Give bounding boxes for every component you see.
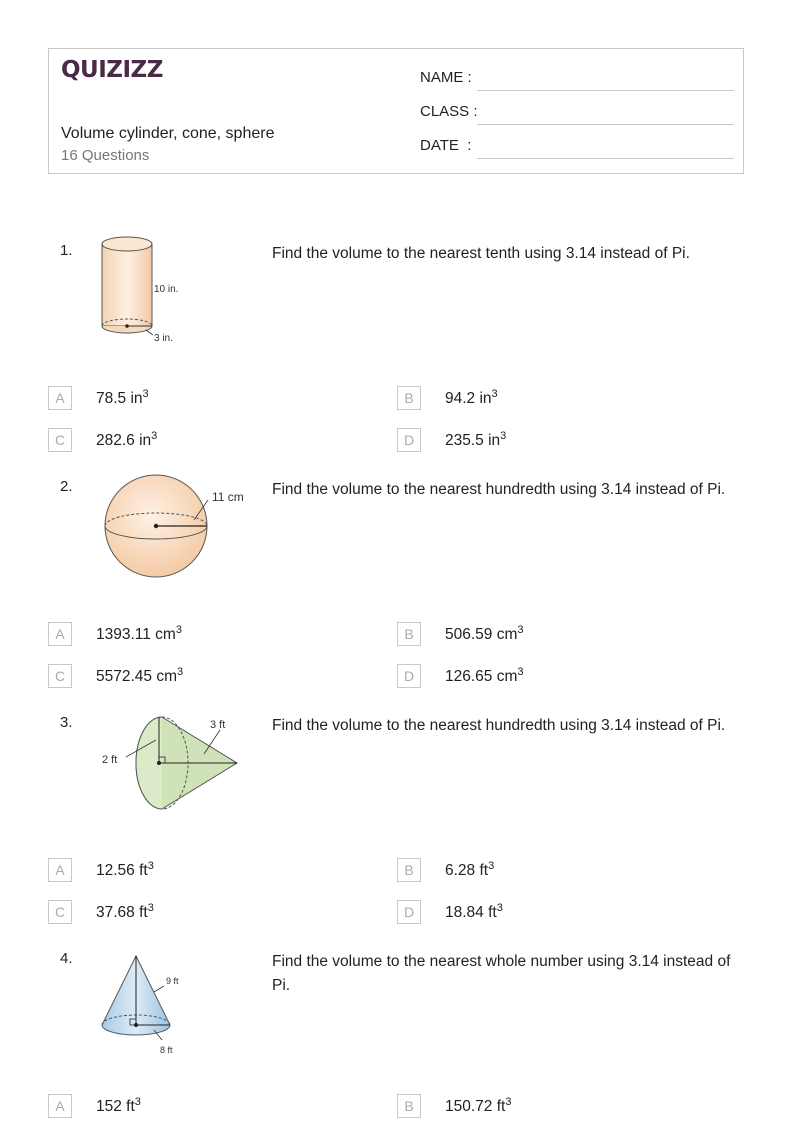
question-number: 3. [60,714,73,731]
radius-label: 8 ft [160,1045,173,1055]
option-value: 235.5 $in^3$ [445,430,507,450]
option-value: 1393.11 $cm^3$ [96,624,182,644]
height-label: 9 ft [166,976,179,986]
option-value: 152 $ft^3$ [96,1096,141,1116]
option-letter: A [48,858,72,882]
name-field[interactable] [420,67,734,91]
cylinder-figure [96,234,206,352]
question-text: Find the volume to the nearest hundredth using 3.14 instead of Pi. [272,717,726,734]
cone-figure [96,942,206,1060]
radius-label: 11 cm [212,490,244,504]
option-letter: D [397,664,421,688]
sphere-figure [96,470,266,588]
date-line[interactable] [477,158,734,159]
option-letter: B [397,858,421,882]
radius-label: 2 ft [102,754,118,766]
option-letter: B [397,1094,421,1118]
name-label: NAME : [420,69,472,86]
option-value: 12.56 $ft^3$ [96,860,154,880]
option-letter: A [48,386,72,410]
question-text: Find the volume to the nearest whole number using 3.14 instead of Pi. [272,953,731,994]
height-label: 3 ft [210,719,226,731]
option-letter: B [397,386,421,410]
option-value: 18.84 $ft^3$ [445,902,503,922]
option-value: 94.2 $in^3$ [445,388,498,408]
question-number: 1. [60,242,73,259]
option-value: 506.59 $cm^3$ [445,624,524,644]
question-text: Find the volume to the nearest tenth using 3.14 instead of Pi. [272,245,690,262]
option-letter: C [48,900,72,924]
question-count: 16 Questions [61,147,150,164]
option-value: 126.65 $cm^3$ [445,666,524,686]
class-line[interactable] [477,124,734,125]
option-letter: A [48,1094,72,1118]
option-value: 78.5 $in^3$ [96,388,149,408]
option-value: 282.6 $in^3$ [96,430,158,450]
option-value: 37.68 $ft^3$ [96,902,154,922]
date-label: DATE : [420,137,472,154]
option-value: 6.28 $ft^3$ [445,860,495,880]
option-letter: D [397,900,421,924]
question-text: Find the volume to the nearest hundredth using 3.14 instead of Pi. [272,481,726,498]
date-field[interactable] [420,135,734,159]
option-letter: C [48,428,72,452]
quizizz-logo: QUIZIZZ [61,57,163,83]
option-letter: C [48,664,72,688]
option-value: 150.72 $ft^3$ [445,1096,512,1116]
name-line[interactable] [477,90,734,91]
option-letter: A [48,622,72,646]
option-letter: D [397,428,421,452]
option-letter: B [397,622,421,646]
class-field[interactable] [420,101,734,125]
height-label: 10 in. [154,284,179,295]
radius-label: 3 in. [154,333,173,344]
question-number: 4. [60,950,73,967]
worksheet-title: Volume cylinder, cone, sphere [61,125,275,142]
question-number: 2. [60,478,73,495]
worksheet-header [48,48,744,174]
class-label: CLASS : [420,103,478,120]
option-value: 5572.45 $cm^3$ [96,666,184,686]
cone-figure [96,706,256,824]
